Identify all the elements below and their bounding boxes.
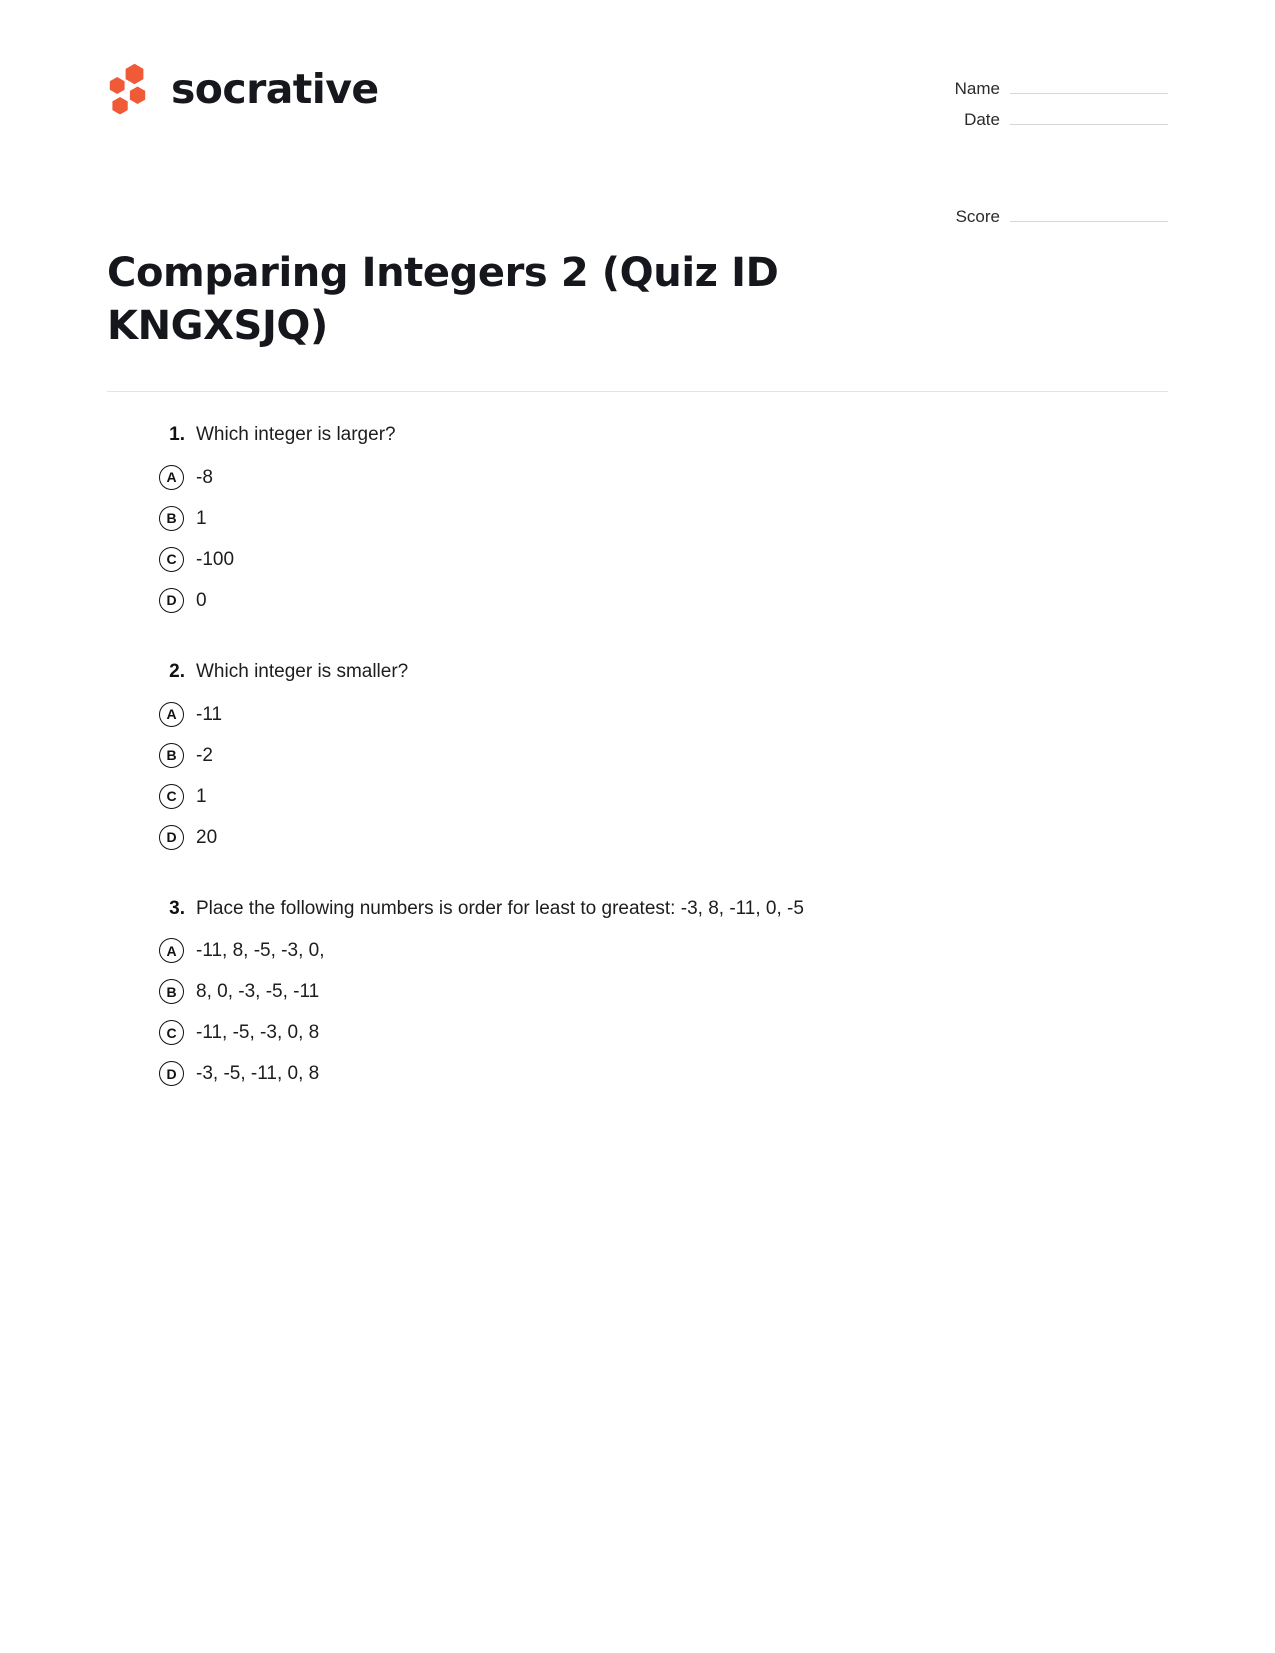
question-item: [165, 422, 1168, 621]
option-text: -11, -5, -3, 0, 8: [196, 1022, 320, 1044]
answer-option[interactable]: [159, 1053, 1168, 1094]
option-bubble-d[interactable]: D: [159, 588, 184, 613]
page-header: [107, 0, 1168, 233]
question-item: [165, 659, 1168, 858]
answer-option[interactable]: [159, 457, 1168, 498]
question-number: 3.: [169, 897, 185, 919]
option-text: -11, 8, -5, -3, 0,: [196, 940, 325, 962]
answer-option[interactable]: [159, 539, 1168, 580]
option-bubble-c[interactable]: C: [159, 784, 184, 809]
answer-options: [165, 457, 1168, 621]
option-bubble-c[interactable]: C: [159, 547, 184, 572]
answer-option[interactable]: [159, 776, 1168, 817]
score-field-label: Score: [955, 207, 1000, 226]
option-bubble-b[interactable]: B: [159, 743, 184, 768]
option-bubble-c[interactable]: C: [159, 1020, 184, 1045]
option-bubble-b[interactable]: B: [159, 979, 184, 1004]
question-number: 2.: [169, 660, 185, 682]
page-title: Comparing Integers 2 (Quiz ID KNGXSJQ): [107, 250, 779, 350]
answer-option[interactable]: [159, 1012, 1168, 1053]
question-number: 1.: [169, 424, 185, 446]
date-field-label: Date: [964, 110, 1000, 129]
option-text: 8, 0, -3, -5, -11: [196, 981, 320, 1003]
answer-options: [165, 694, 1168, 858]
option-text: -3, -5, -11, 0, 8: [196, 1063, 320, 1085]
option-text: -2: [196, 744, 213, 766]
answer-option[interactable]: [159, 694, 1168, 735]
option-text: 0: [196, 589, 207, 611]
answer-option[interactable]: [159, 817, 1168, 858]
name-field-label: Name: [954, 79, 1000, 98]
answer-option[interactable]: [159, 735, 1168, 776]
option-bubble-b[interactable]: B: [159, 506, 184, 531]
answer-option[interactable]: [159, 580, 1168, 621]
answer-options: [165, 930, 1168, 1094]
question-heading: [165, 422, 1168, 449]
question-item: [165, 896, 1168, 1095]
option-bubble-a[interactable]: A: [159, 938, 184, 963]
student-meta-fields: [928, 58, 1168, 233]
option-text: 1: [196, 507, 207, 529]
name-field-line[interactable]: [1010, 74, 1168, 94]
question-text: Which integer is smaller?: [196, 660, 409, 682]
date-field-line[interactable]: [1010, 105, 1168, 125]
question-heading: [165, 659, 1168, 686]
header-divider: [107, 391, 1168, 392]
socrative-hexagons-logo-icon: [107, 63, 155, 115]
option-bubble-d[interactable]: D: [159, 825, 184, 850]
score-field-row: [928, 202, 1168, 227]
option-text: -100: [196, 548, 235, 570]
name-field-row: [928, 74, 1168, 99]
option-bubble-a[interactable]: A: [159, 702, 184, 727]
option-text: 1: [196, 785, 207, 807]
answer-option[interactable]: [159, 930, 1168, 971]
option-bubble-d[interactable]: D: [159, 1061, 184, 1086]
title-block: [107, 247, 807, 353]
option-text: -11: [196, 703, 223, 725]
option-bubble-a[interactable]: A: [159, 465, 184, 490]
question-heading: [165, 896, 1168, 923]
question-text: Place the following numbers is order for least to greatest: -3, 8, -11, 0, -5: [196, 897, 804, 919]
score-field-line[interactable]: [1010, 202, 1168, 222]
question-text: Which integer is larger?: [196, 424, 396, 446]
questions-list: [107, 422, 1168, 1094]
answer-option[interactable]: [159, 498, 1168, 539]
option-text: -8: [196, 466, 213, 488]
option-text: 20: [196, 826, 218, 848]
brand-name: socrative: [171, 64, 379, 113]
date-field-row: [928, 105, 1168, 130]
brand-logo: [107, 58, 379, 120]
answer-option[interactable]: [159, 971, 1168, 1012]
